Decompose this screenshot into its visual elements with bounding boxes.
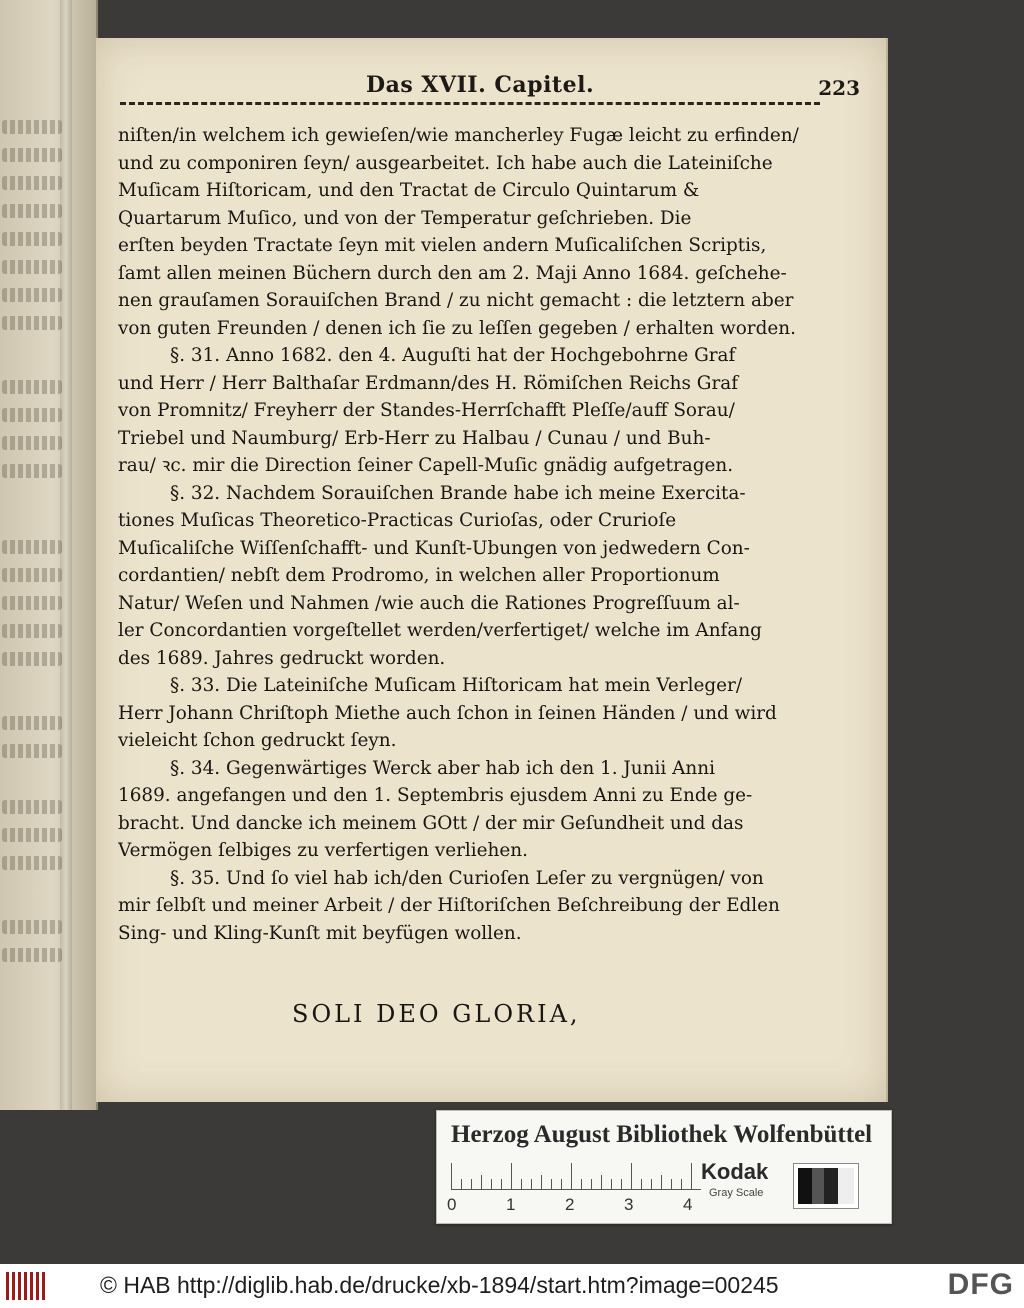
page-number: 223 [818, 76, 860, 100]
closing-line: SOLI DEO GLORIA, [292, 1000, 581, 1028]
body-text [118, 122, 822, 947]
adjacent-page-edge [0, 0, 98, 1110]
text-line: §. 34. Gegenwärtiges Werck aber hab ich den 1. Junii Anni [170, 757, 715, 779]
text-line: Quartarum Muſico, und von der Temperatur geſchrieben. Die [118, 207, 692, 229]
text-line: Muſicaliſche Wiſſenſchafft- und Kunſt-Ubungen von jedwedern Con- [118, 537, 750, 559]
text-line: rau/ ꝛc. mir die Direction ſeiner Capell-Muſic gnädig aufgetragen. [118, 455, 734, 476]
kodak-logo: Kodak [701, 1159, 769, 1184]
scale-number: 1 [506, 1195, 516, 1214]
scale-number: 3 [624, 1195, 634, 1214]
text-line: Vermögen ſelbiges zu verfertigen verliehen. [118, 840, 528, 861]
chapter-title: Das XVII. Capitel. [366, 72, 595, 98]
text-line: ler Concordantien vorgeſtellet werden/verfertiget/ welche im Anfang [118, 620, 762, 641]
text-line: und zu componiren ſeyn/ ausgearbeitet. Ich habe auch die Lateiniſche [118, 152, 773, 174]
scale-number: 2 [565, 1195, 575, 1214]
text-line: §. 32. Nachdem Sorauiſchen Brande habe ich meine Exercita- [170, 482, 746, 504]
text-line: §. 33. Die Lateiniſche Muſicam Hiſtoricam hat mein Verleger/ [170, 675, 743, 696]
scale-number: 0 [447, 1195, 457, 1214]
text-line: und Herr / Herr Balthaſar Erdmann/des H. Römiſchen Reichs Graf [118, 372, 739, 394]
text-line: Natur/ Weſen und Nahmen /wie auch die Rationes Progreſſuum al- [118, 592, 740, 614]
footer-bar [0, 1264, 1024, 1308]
text-line: des 1689. Jahres gedruckt worden. [118, 647, 446, 669]
header-rule [120, 102, 820, 105]
text-line: vieleicht ſchon gedruckt ſeyn. [118, 730, 397, 751]
scale-number: 4 [683, 1195, 693, 1214]
text-line: niſten/in welchem ich gewieſen/wie mancherley Fugæ leicht zu erfinden/ [118, 125, 799, 146]
text-line: Muſicam Hiſtoricam, und den Tractat de Circulo Quintarum & [118, 180, 700, 201]
text-line: ſamt allen meinen Büchern durch den am 2. Maji Anno 1684. geſchehe- [118, 262, 787, 284]
hab-logo-icon [6, 1272, 46, 1300]
text-line: 1689. angefangen und den 1. Septembris ejusdem Anni zu Ende ge- [118, 785, 753, 806]
copyright-url[interactable]: © HAB http://diglib.hab.de/drucke/xb-1894/start.htm?image=00245 [100, 1272, 779, 1298]
text-line: mir ſelbſt und meiner Arbeit / der Hiſtoriſchen Beſchreibung der Edlen [118, 895, 780, 916]
text-line: cordantien/ nebſt dem Prodromo, in welchen aller Proportionum [118, 565, 720, 586]
text-line: Herr Johann Chriſtoph Miethe auch ſchon in ſeinen Händen / und wird [118, 702, 777, 724]
text-line: bracht. Und dancke ich meinem GOtt / der mir Geſundheit und das [118, 812, 744, 834]
page-fold [60, 0, 72, 1110]
text-line: von guten Freunden / denen ich ſie zu leſſen gegeben / erhalten worden. [118, 317, 796, 339]
book-page [96, 38, 888, 1102]
gray-scale-swatch [793, 1163, 859, 1209]
running-head [96, 72, 886, 106]
text-line: §. 35. Und ſo viel hab ich/den Curioſen Leſer zu vergnügen/ von [170, 867, 764, 889]
text-line: Triebel und Naumburg/ Erb-Herr zu Halbau / Cunau / und Buh- [118, 427, 711, 449]
gray-scale-caption: Gray Scale [709, 1187, 764, 1199]
text-line: erſten beyden Tractate ſeyn mit vielen andern Muſicaliſchen Scriptis, [118, 235, 767, 256]
text-line: tiones Muſicas Theoretico-Practicas Curioſas, oder Crurioſe [118, 510, 677, 531]
text-line: nen grauſamen Sorauiſchen Brand / zu nicht gemacht : die letztern aber [118, 290, 794, 311]
library-label [436, 1110, 892, 1224]
dfg-logo: DFG [947, 1268, 1014, 1301]
text-line: §. 31. Anno 1682. den 4. Auguſti hat der Hochgebohrne Graf [170, 345, 736, 366]
text-line: von Promnitz/ Freyherr der Standes-Herrſchafft Pleſſe/auff Sorau/ [118, 400, 735, 421]
ruler-scale [451, 1163, 701, 1190]
text-line: Sing- und Kling-Kunſt mit beyfügen wollen. [118, 922, 522, 944]
library-name: Herzog August Bibliothek Wolfenbüttel [451, 1121, 873, 1148]
